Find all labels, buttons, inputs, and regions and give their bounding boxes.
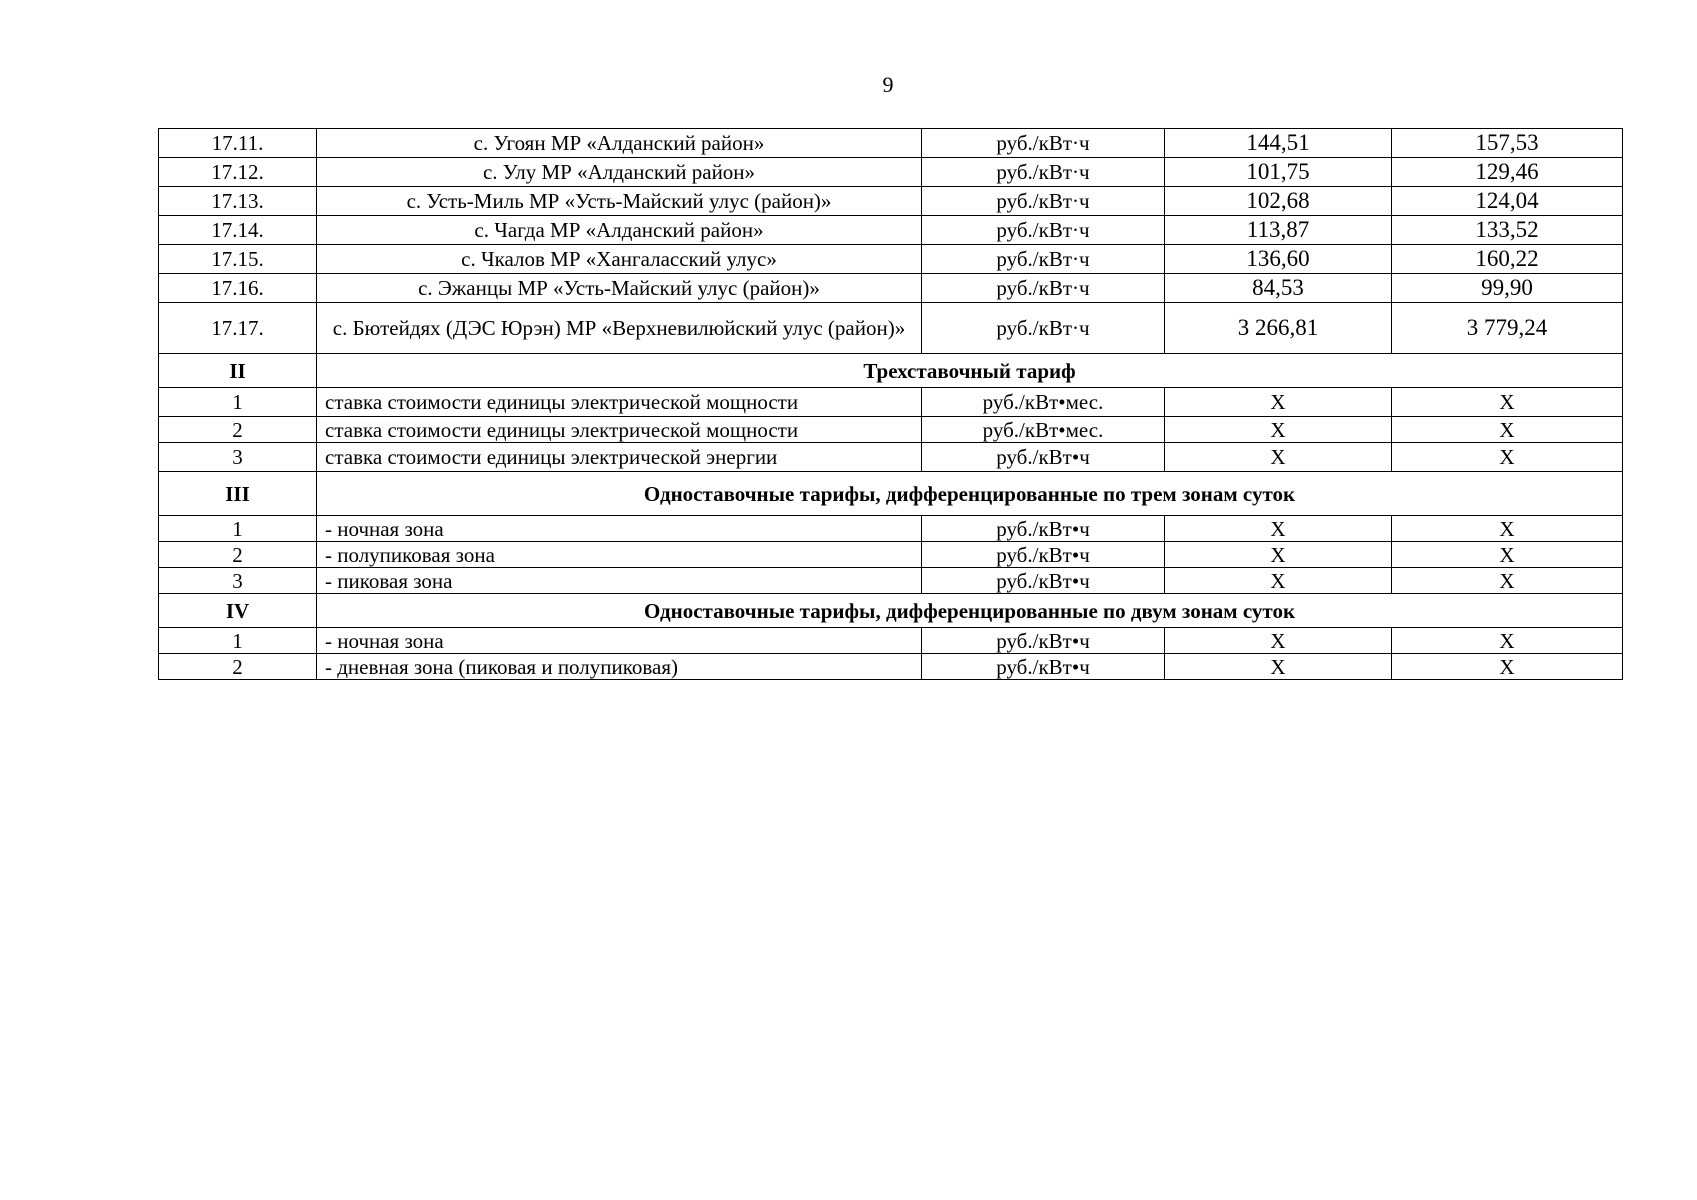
row-name: ставка стоимости единицы электрической мощности xyxy=(317,417,922,443)
row-number: 3 xyxy=(159,568,317,594)
row-value-2: X xyxy=(1392,568,1623,594)
row-name: - ночная зона xyxy=(317,516,922,542)
row-name: - дневная зона (пиковая и полупиковая) xyxy=(317,654,922,680)
row-value-1: X xyxy=(1165,568,1392,594)
row-number: 2 xyxy=(159,542,317,568)
row-unit: руб./кВт•ч xyxy=(922,568,1165,594)
row-value-2: X xyxy=(1392,443,1623,472)
row-name: с. Чкалов МР «Хангаласский улус» xyxy=(317,245,922,274)
row-name: с. Чагда МР «Алданский район» xyxy=(317,216,922,245)
row-value-2: 157,53 xyxy=(1392,129,1623,158)
row-number: 1 xyxy=(159,628,317,654)
row-number: 2 xyxy=(159,654,317,680)
table-row xyxy=(159,542,1623,568)
row-unit: руб./кВт•мес. xyxy=(922,417,1165,443)
row-number: 2 xyxy=(159,417,317,443)
row-unit: руб./кВт•мес. xyxy=(922,388,1165,417)
table-row xyxy=(159,274,1623,303)
row-number: 17.14. xyxy=(159,216,317,245)
section-number: III xyxy=(159,472,317,516)
row-unit: руб./кВт·ч xyxy=(922,158,1165,187)
row-value-1: 3 266,81 xyxy=(1165,303,1392,354)
row-number: 17.12. xyxy=(159,158,317,187)
table-row xyxy=(159,216,1623,245)
row-value-1: X xyxy=(1165,443,1392,472)
row-number: 17.11. xyxy=(159,129,317,158)
row-unit: руб./кВт·ч xyxy=(922,245,1165,274)
section-title: Одноставочные тарифы, дифференцированные по двум зонам суток xyxy=(317,594,1623,628)
row-value-2: 99,90 xyxy=(1392,274,1623,303)
row-unit: руб./кВт•ч xyxy=(922,628,1165,654)
row-unit: руб./кВт•ч xyxy=(922,516,1165,542)
table-row xyxy=(159,417,1623,443)
table-row xyxy=(159,187,1623,216)
row-value-2: 3 779,24 xyxy=(1392,303,1623,354)
table-row xyxy=(159,516,1623,542)
row-name: - полупиковая зона xyxy=(317,542,922,568)
section-title: Трехставочный тариф xyxy=(317,354,1623,388)
table-row xyxy=(159,628,1623,654)
row-value-1: 84,53 xyxy=(1165,274,1392,303)
row-name: - пиковая зона xyxy=(317,568,922,594)
row-value-2: X xyxy=(1392,542,1623,568)
row-value-1: X xyxy=(1165,417,1392,443)
page-number: 9 xyxy=(882,72,894,97)
table-row xyxy=(159,568,1623,594)
row-number: 3 xyxy=(159,443,317,472)
row-unit: руб./кВт·ч xyxy=(922,129,1165,158)
row-unit: руб./кВт•ч xyxy=(922,443,1165,472)
row-value-1: 102,68 xyxy=(1165,187,1392,216)
row-name: с. Улу МР «Алданский район» xyxy=(317,158,922,187)
table-row xyxy=(159,129,1623,158)
row-value-2: 129,46 xyxy=(1392,158,1623,187)
section-number: IV xyxy=(159,594,317,628)
row-name: с. Усть-Миль МР «Усть-Майский улус (район)» xyxy=(317,187,922,216)
row-unit: руб./кВт·ч xyxy=(922,274,1165,303)
section-header-row xyxy=(159,594,1623,628)
row-name: с. Бютейдях (ДЭС Юрэн) МР «Верхневилюйский улус (район)» xyxy=(317,303,922,354)
table-row xyxy=(159,443,1623,472)
row-number: 17.15. xyxy=(159,245,317,274)
row-value-1: X xyxy=(1165,516,1392,542)
section-header-row xyxy=(159,472,1623,516)
row-number: 1 xyxy=(159,516,317,542)
row-name: ставка стоимости единицы электрической мощности xyxy=(317,388,922,417)
row-value-1: X xyxy=(1165,542,1392,568)
table-row xyxy=(159,654,1623,680)
row-value-2: X xyxy=(1392,654,1623,680)
row-name: с. Эжанцы МР «Усть-Майский улус (район)» xyxy=(317,274,922,303)
row-value-2: X xyxy=(1392,516,1623,542)
row-name: ставка стоимости единицы электрической энергии xyxy=(317,443,922,472)
section-number: II xyxy=(159,354,317,388)
row-value-1: X xyxy=(1165,628,1392,654)
section-title: Одноставочные тарифы, дифференцированные по трем зонам суток xyxy=(317,472,1623,516)
row-unit: руб./кВт·ч xyxy=(922,216,1165,245)
section-header-row xyxy=(159,354,1623,388)
row-unit: руб./кВт·ч xyxy=(922,187,1165,216)
row-value-2: 124,04 xyxy=(1392,187,1623,216)
row-unit: руб./кВт•ч xyxy=(922,542,1165,568)
row-name: с. Угоян МР «Алданский район» xyxy=(317,129,922,158)
row-value-2: X xyxy=(1392,417,1623,443)
row-value-1: X xyxy=(1165,654,1392,680)
row-number: 1 xyxy=(159,388,317,417)
row-unit: руб./кВт·ч xyxy=(922,303,1165,354)
row-value-2: 160,22 xyxy=(1392,245,1623,274)
row-value-2: X xyxy=(1392,628,1623,654)
row-unit: руб./кВт•ч xyxy=(922,654,1165,680)
row-number: 17.16. xyxy=(159,274,317,303)
row-value-2: 133,52 xyxy=(1392,216,1623,245)
table-row xyxy=(159,303,1623,354)
row-number: 17.17. xyxy=(159,303,317,354)
table-row xyxy=(159,158,1623,187)
table-row xyxy=(159,245,1623,274)
row-name: - ночная зона xyxy=(317,628,922,654)
table-row xyxy=(159,388,1623,417)
row-number: 17.13. xyxy=(159,187,317,216)
row-value-1: X xyxy=(1165,388,1392,417)
tariff-table xyxy=(158,128,1623,680)
row-value-1: 113,87 xyxy=(1165,216,1392,245)
row-value-2: X xyxy=(1392,388,1623,417)
row-value-1: 136,60 xyxy=(1165,245,1392,274)
row-value-1: 101,75 xyxy=(1165,158,1392,187)
row-value-1: 144,51 xyxy=(1165,129,1392,158)
